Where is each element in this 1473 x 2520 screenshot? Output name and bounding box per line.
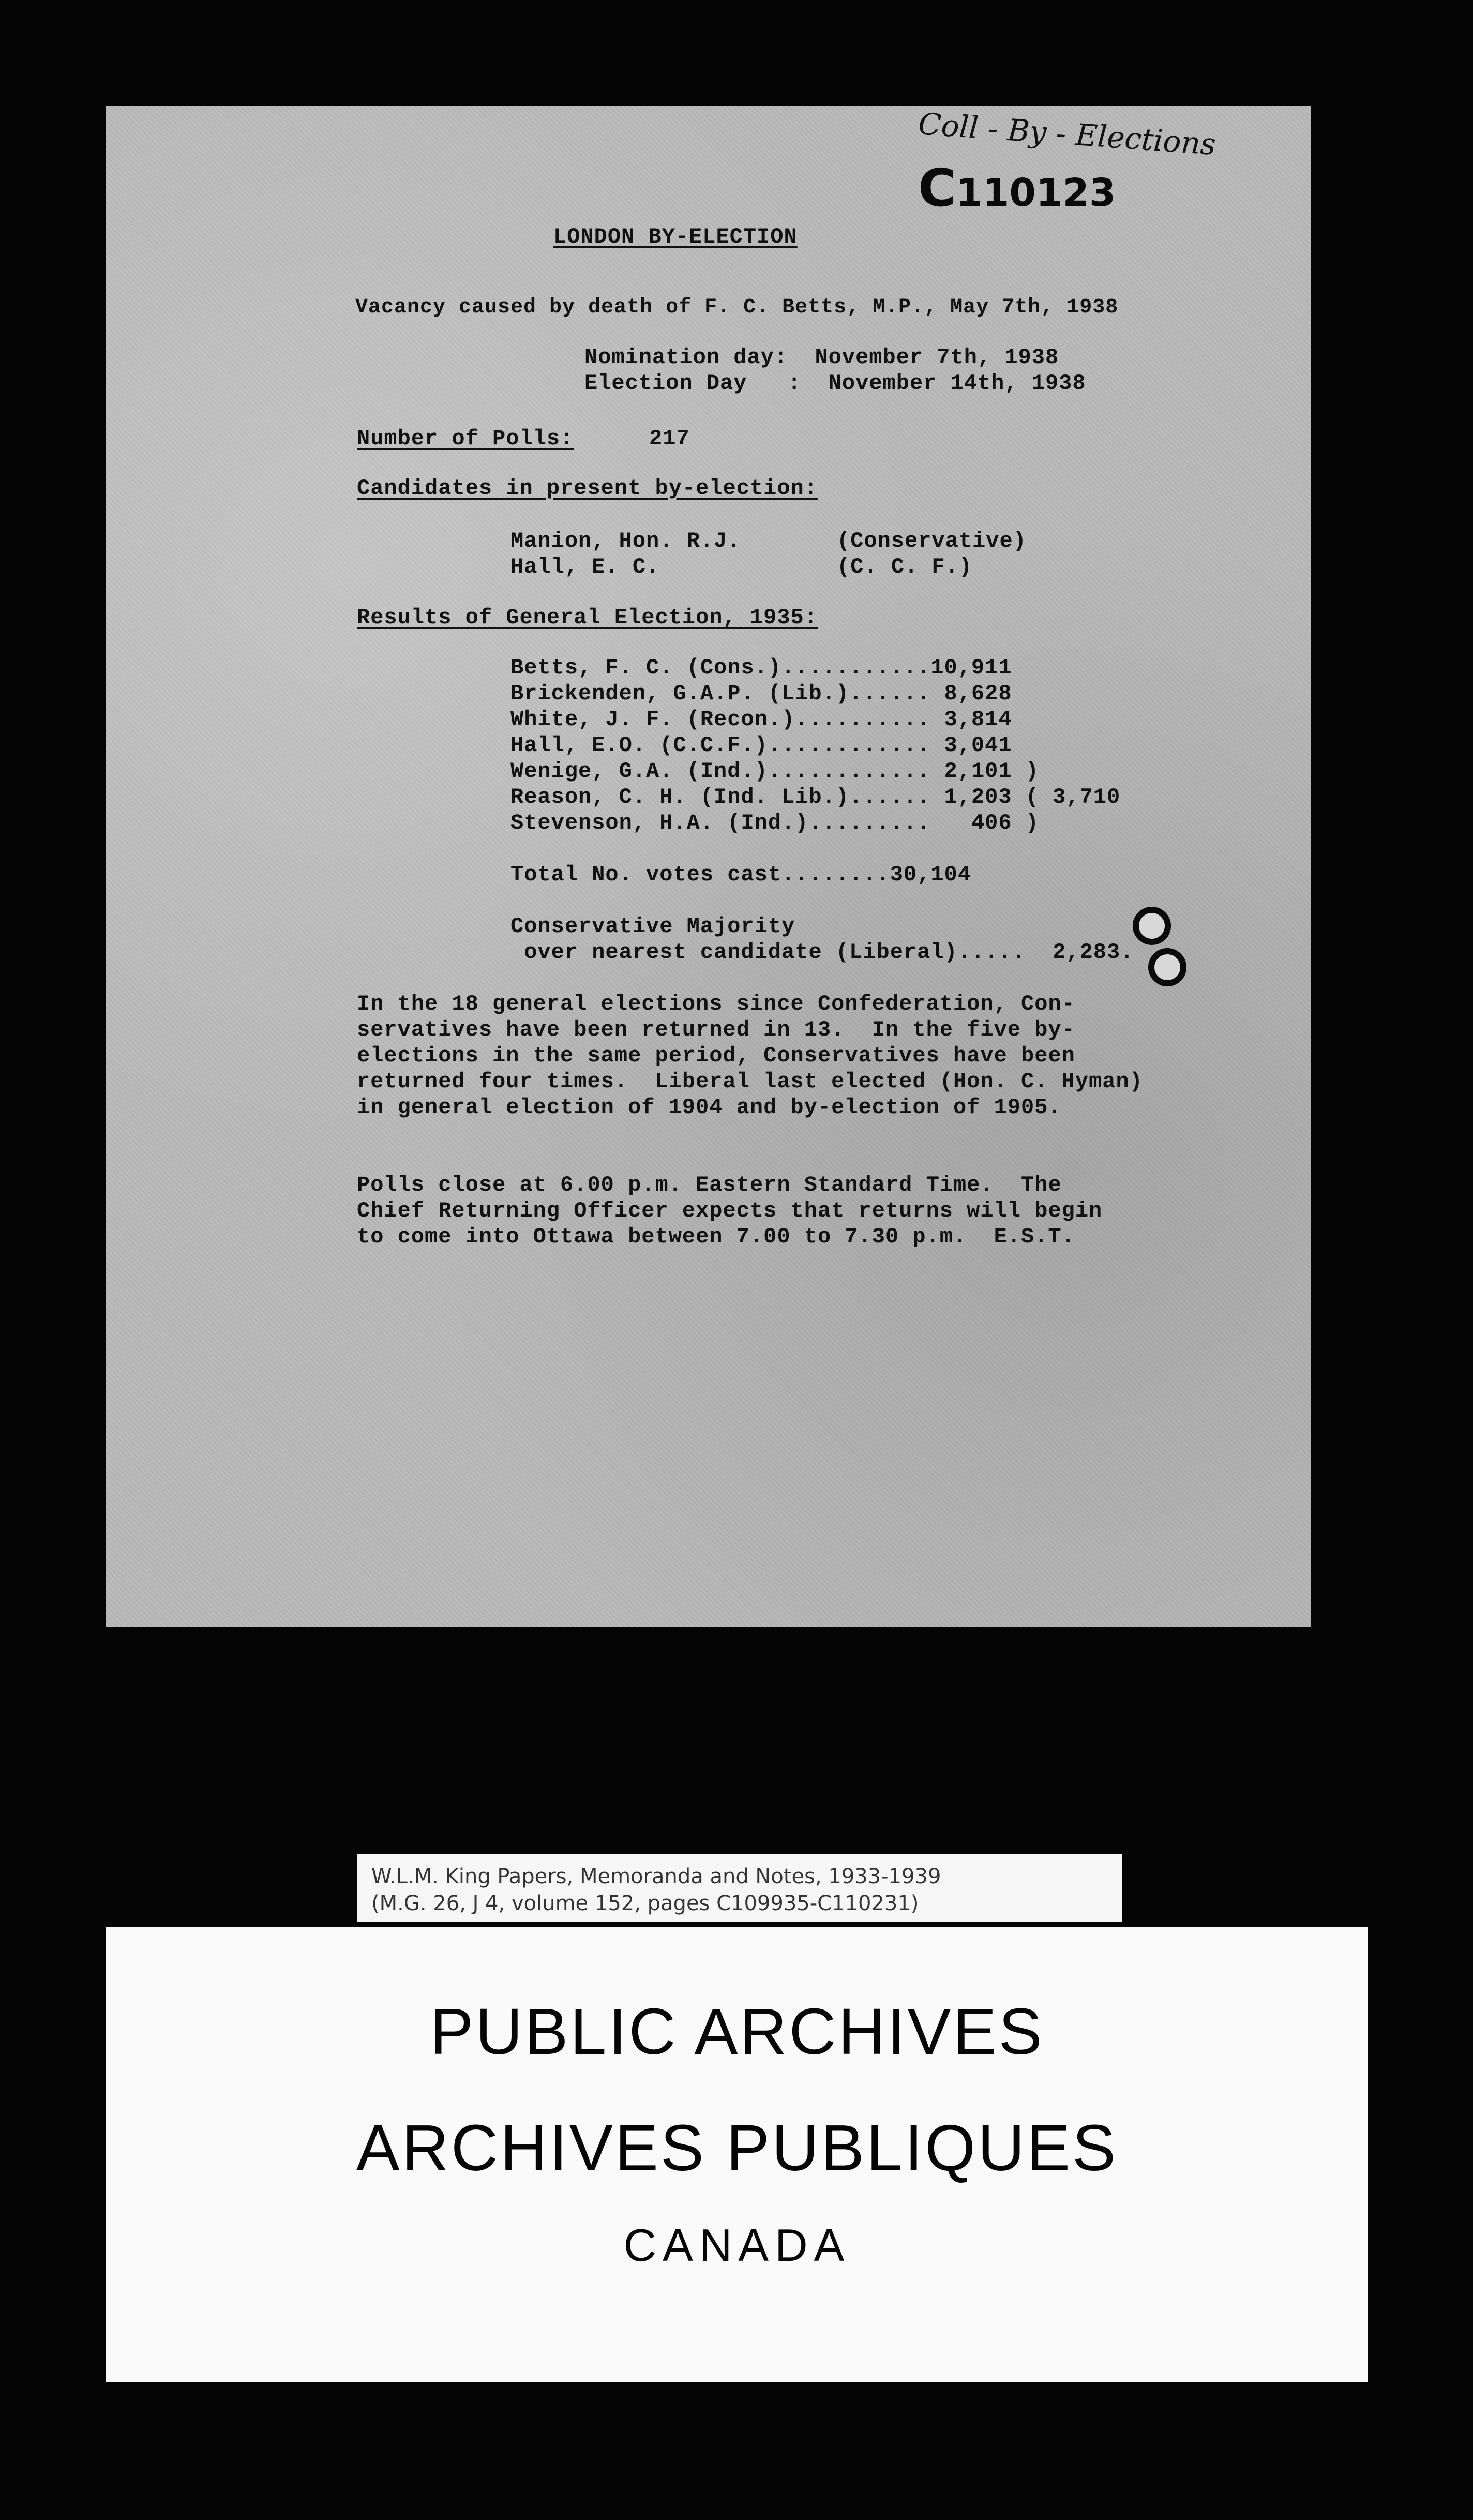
- polls-label: Number of Polls:: [357, 426, 574, 451]
- archives-french: ARCHIVES PUBLIQUES: [356, 2111, 1118, 2184]
- collection-reference: (M.G. 26, J 4, volume 152, pages C109935-C110231): [371, 1892, 919, 1915]
- vacancy-line: Vacancy caused by death of F. C. Betts, M.P., May 7th, 1938: [355, 296, 1119, 319]
- majority-line-1: Conservative Majority: [510, 914, 795, 939]
- history-line: in general election of 1904 and by-election of 1905.: [357, 1095, 1062, 1120]
- majority-line-2: over nearest candidate (Liberal)..... 2,283.: [510, 940, 1134, 965]
- collection-title: W.L.M. King Papers, Memoranda and Notes, 1933-1939: [371, 1865, 941, 1888]
- archives-card: [106, 1927, 1368, 2382]
- result-row: Stevenson, H.A. (Ind.)......... 406 ): [510, 811, 1039, 835]
- result-row: White, J. F. (Recon.).......... 3,814: [510, 707, 1012, 732]
- nomination-day: Nomination day: November 7th, 1938: [584, 345, 1059, 370]
- history-line: elections in the same period, Conservatives have been: [357, 1043, 1075, 1068]
- history-line: returned four times. Liberal last elected (Hon. C. Hyman): [357, 1069, 1143, 1094]
- results-heading: Results of General Election, 1935:: [357, 605, 818, 630]
- collection-slip: [357, 1854, 1122, 1922]
- reference-number: [918, 158, 1116, 218]
- reference-prefix: C: [918, 158, 956, 218]
- result-row: Reason, C. H. (Ind. Lib.)...... 1,203 ( 3,710: [510, 785, 1121, 809]
- document-heading: LONDON BY-ELECTION: [553, 224, 798, 249]
- total-votes: Total No. votes cast........30,104: [510, 862, 971, 887]
- document-page: [106, 106, 1311, 1627]
- binder-hole: [1133, 907, 1171, 945]
- handwritten-note: Coll - By - Elections: [917, 106, 1217, 162]
- history-line: In the 18 general elections since Confederation, Con-: [357, 992, 1075, 1016]
- polls-value: 217: [649, 426, 690, 451]
- reference-digits: 110123: [956, 171, 1116, 215]
- polls-close-line: Chief Returning Officer expects that returns will begin: [357, 1198, 1103, 1223]
- archives-country: CANADA: [623, 2219, 851, 2271]
- candidate-name: Manion, Hon. R.J.: [510, 529, 741, 553]
- candidates-heading: Candidates in present by-election:: [357, 476, 818, 501]
- result-row: Brickenden, G.A.P. (Lib.)...... 8,628: [510, 681, 1012, 706]
- binder-hole: [1148, 948, 1186, 986]
- result-row: Betts, F. C. (Cons.)...........10,911: [510, 655, 1012, 680]
- candidate-name: Hall, E. C.: [510, 554, 660, 579]
- election-day: Election Day : November 14th, 1938: [584, 371, 1086, 396]
- result-row: Wenige, G.A. (Ind.)............ 2,101 ): [510, 759, 1039, 784]
- polls-close-line: Polls close at 6.00 p.m. Eastern Standard Time. The: [357, 1173, 1062, 1197]
- archives-english: PUBLIC ARCHIVES: [430, 1995, 1044, 2068]
- polls-close-line: to come into Ottawa between 7.00 to 7.30 p.m. E.S.T.: [357, 1224, 1075, 1249]
- result-row: Hall, E.O. (C.C.F.)............ 3,041: [510, 733, 1012, 758]
- candidate-party: (C. C. F.): [837, 554, 973, 579]
- candidate-party: (Conservative): [837, 529, 1027, 553]
- history-line: servatives have been returned in 13. In the five by-: [357, 1017, 1075, 1042]
